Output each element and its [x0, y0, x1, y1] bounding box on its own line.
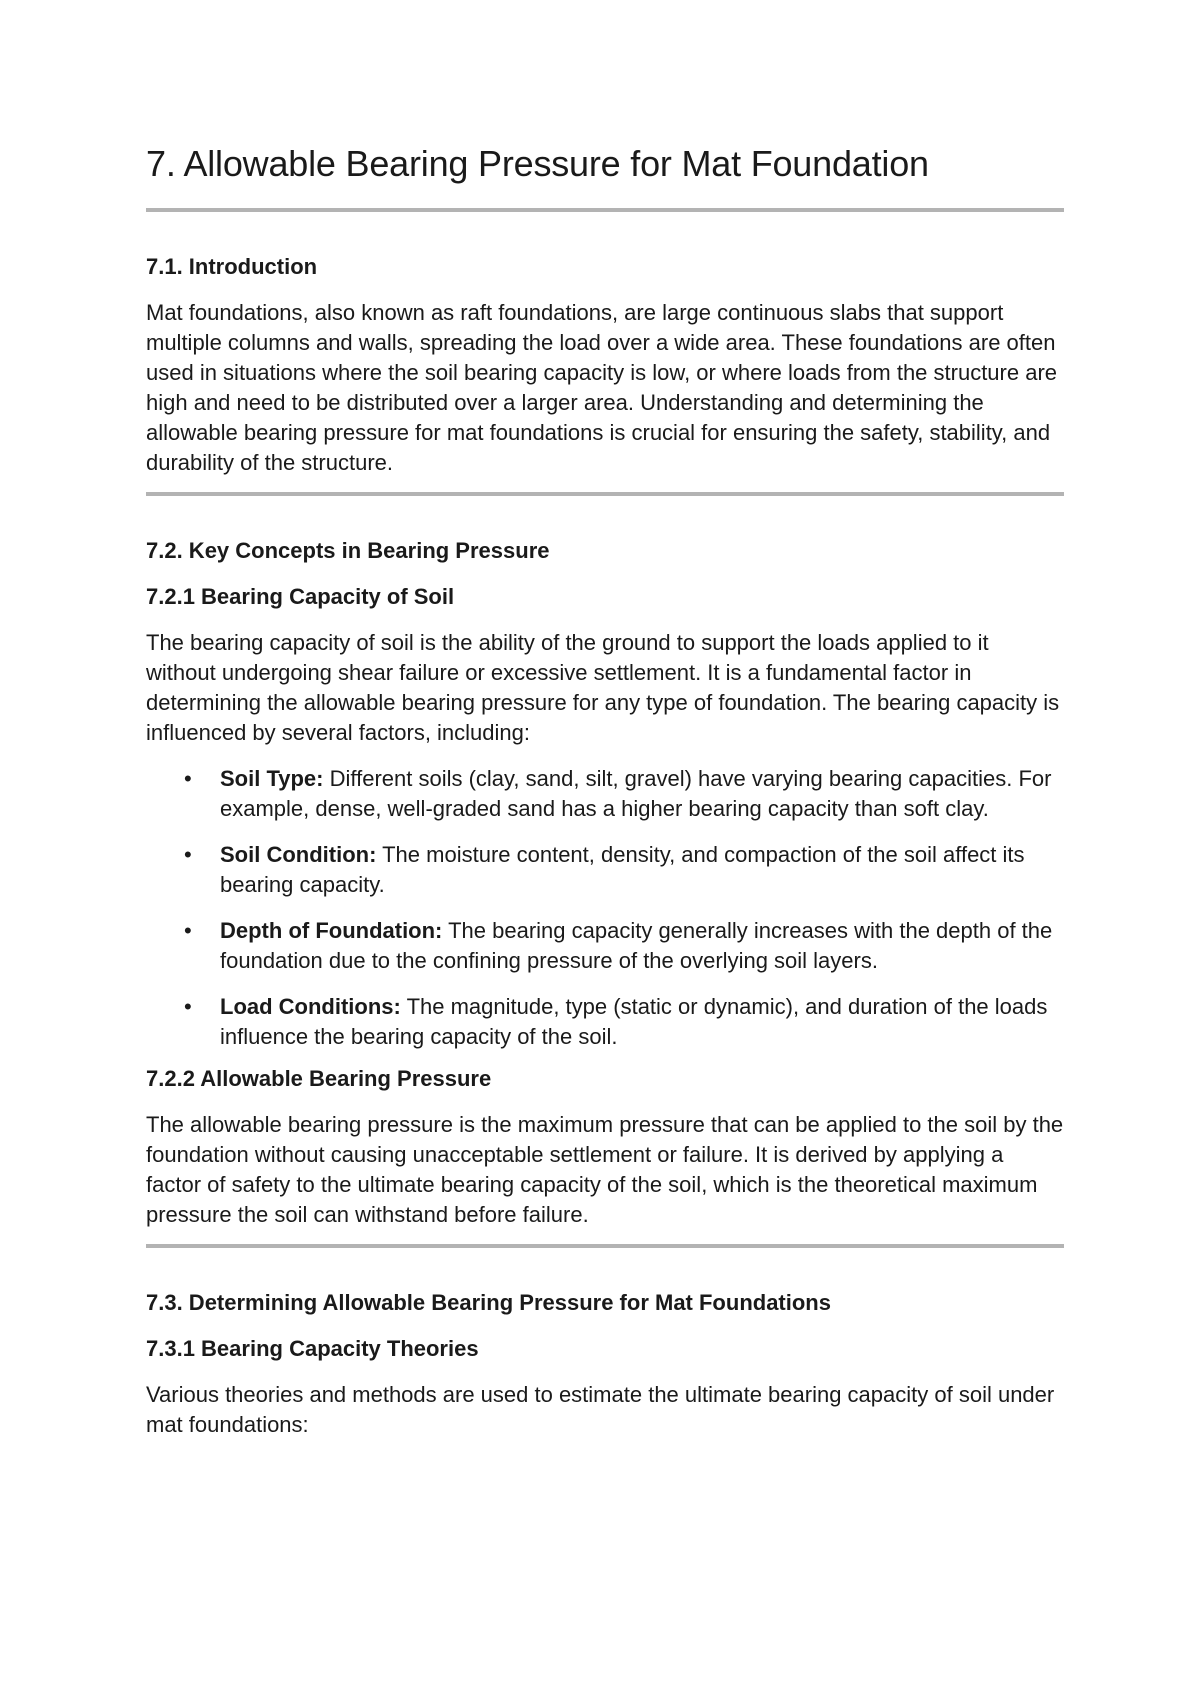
subsection-heading-theories: 7.3.1 Bearing Capacity Theories — [146, 1336, 479, 1361]
theories-paragraph: Various theories and methods are used to estimate the ultimate bearing capacity of soil under mat foundations: — [146, 1382, 1055, 1437]
bearing-capacity-factors-list — [146, 764, 1064, 1052]
title-divider — [146, 208, 1064, 212]
subsection-heading-bearing-capacity: 7.2.1 Bearing Capacity of Soil — [146, 584, 455, 609]
document-page — [146, 140, 1064, 1440]
list-item-text: The bearing capacity generally increases with the depth of the foundation due to the confining pressure of the overlying soil layers. — [220, 918, 1053, 973]
section-heading-determining: 7.3. Determining Allowable Bearing Pressure for Mat Foundations — [146, 1290, 831, 1315]
list-item-label: Soil Condition: — [220, 842, 377, 867]
bullet-icon: • — [184, 766, 192, 791]
list-item-label: Soil Type: — [220, 766, 324, 791]
section-divider — [146, 1244, 1064, 1248]
bullet-icon: • — [184, 842, 192, 867]
bullet-icon: • — [184, 918, 192, 943]
allowable-pressure-paragraph: The allowable bearing pressure is the maximum pressure that can be applied to the soil by the foundation without causing unacceptable settlement or failure. It is derived by applying a factor of safety to the ultimate bearing capacity of the soil, which is the theoretical maximum pressure the soil can withstand before failure. — [146, 1112, 1064, 1227]
list-item-text: The magnitude, type (static or dynamic), and duration of the loads influence the bearing capacity of the soil. — [220, 994, 1048, 1049]
page-title: 7. Allowable Bearing Pressure for Mat Foundation — [146, 143, 929, 184]
list-item-text: Different soils (clay, sand, silt, gravel) have varying bearing capacities. For example, dense, well-graded sand has a higher bearing capacity than soft clay. — [220, 766, 1052, 821]
list-item — [146, 916, 1064, 976]
section-heading-key-concepts: 7.2. Key Concepts in Bearing Pressure — [146, 538, 550, 563]
bullet-icon: • — [184, 994, 192, 1019]
list-item-label: Depth of Foundation: — [220, 918, 443, 943]
section-heading-introduction: 7.1. Introduction — [146, 254, 318, 279]
list-item — [146, 992, 1064, 1052]
list-item — [146, 840, 1064, 900]
bearing-capacity-paragraph: The bearing capacity of soil is the ability of the ground to support the loads applied to it without undergoing shear failure or excessive settlement. It is a fundamental factor in determining the allowable bearing pressure for any type of foundation. The bearing capacity is influenced by several factors, including: — [146, 630, 1060, 745]
list-item — [146, 764, 1064, 824]
introduction-paragraph: Mat foundations, also known as raft foundations, are large continuous slabs that support multiple columns and walls, spreading the load over a wide area. These foundations are often used in situations where the soil bearing capacity is low, or where loads from the structure are high and need to be distributed over a larger area. Understanding and determining the allowable bearing pressure for mat foundations is crucial for ensuring the safety, stability, and durability of the structure. — [146, 300, 1058, 475]
list-item-label: Load Conditions: — [220, 994, 401, 1019]
section-divider — [146, 492, 1064, 496]
subsection-heading-allowable-pressure: 7.2.2 Allowable Bearing Pressure — [146, 1066, 492, 1091]
list-item-text: The moisture content, density, and compaction of the soil affect its bearing capacity. — [220, 842, 1025, 897]
